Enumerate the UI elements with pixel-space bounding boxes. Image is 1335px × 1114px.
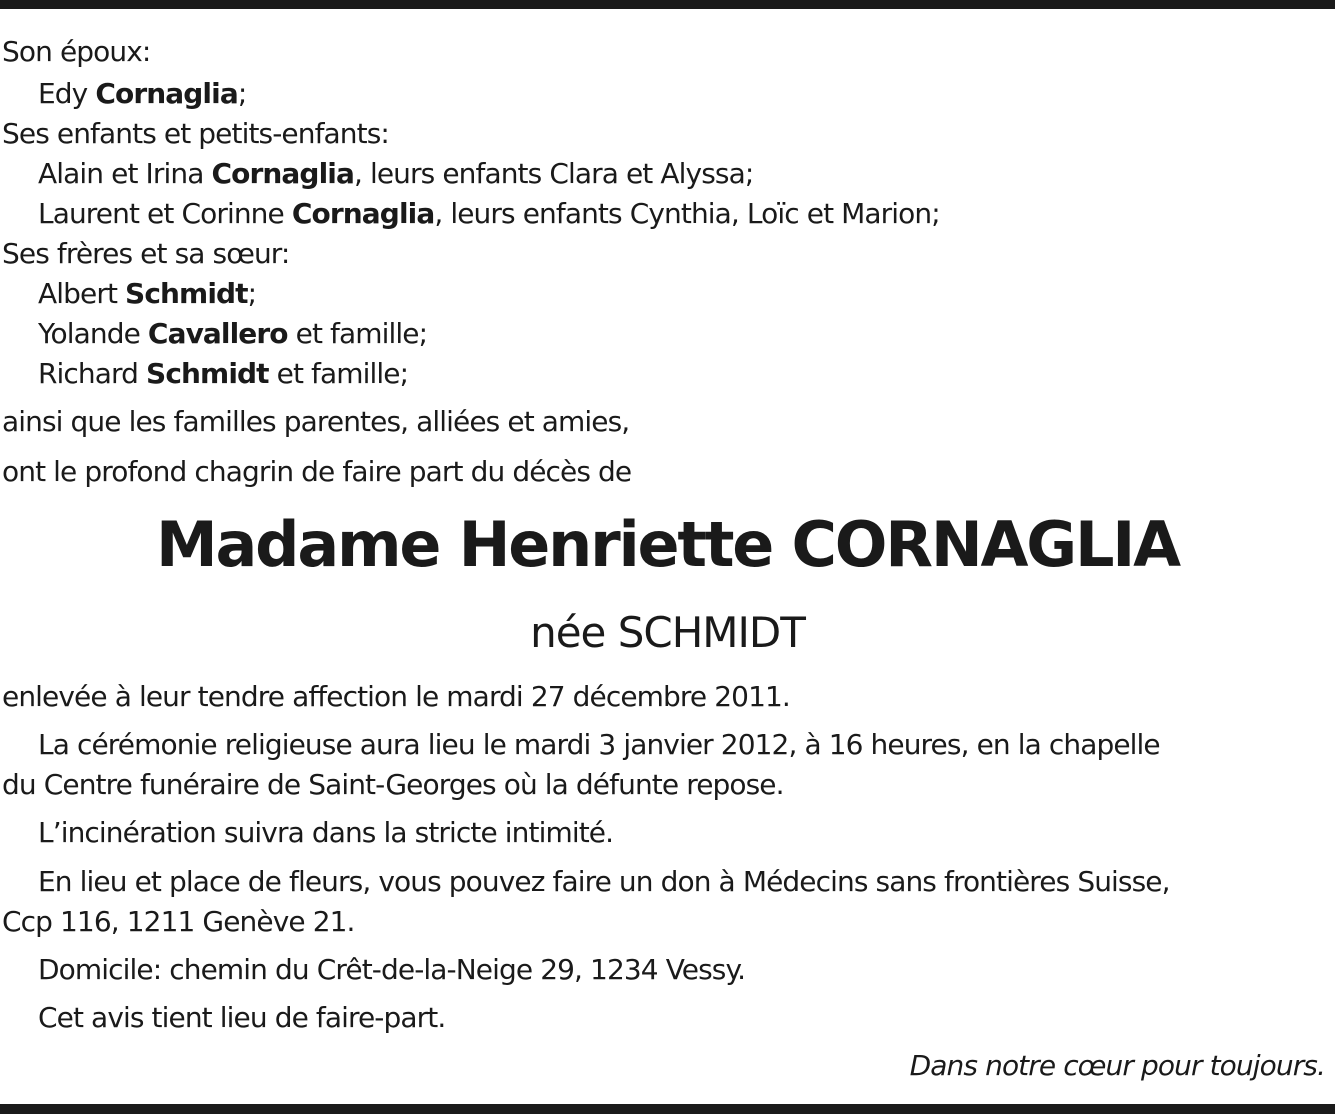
notice-text: Cet avis tient lieu de faire-part. [38,1001,446,1034]
child-first: Laurent et Corinne [38,197,284,230]
donation-text-continued: Ccp 116, 1211 Genève 21. [2,905,355,938]
closing-phrase: Dans notre cœur pour toujours. [909,1049,1325,1082]
sibling-first: Albert [38,277,118,310]
donation-text: En lieu et place de fleurs, vous pouvez faire un don à Médecins sans frontières Suisse, [38,865,1170,898]
passing-text: enlevée à leur tendre affection le mardi 27 décembre 2011. [2,680,790,713]
announcement: ont le profond chagrin de faire part du décès de [2,455,632,488]
child-line-1 [38,154,753,194]
top-rule [0,0,1335,9]
child-first: Alain et Irina [38,157,204,190]
spouse-heading: Son époux: [2,35,151,68]
sibling-suffix: et famille; [268,357,409,390]
bottom-rule [0,1104,1335,1114]
sibling-suffix: et famille; [287,317,428,350]
child-last: Cornaglia [211,157,354,190]
cremation-text: L’incinération suivra dans la stricte intimité. [38,816,614,849]
spouse-first: Edy [38,77,88,110]
child-suffix: , leurs enfants Cynthia, Loïc et Marion; [434,197,940,230]
ceremony-text: La cérémonie religieuse aura lieu le mardi 3 janvier 2012, à 16 heures, en la chapelle [38,728,1160,761]
child-last: Cornaglia [291,197,435,230]
child-line-2 [38,194,940,234]
sibling-suffix: ; [247,277,257,310]
other-families: ainsi que les familles parentes, alliées et amies, [2,405,630,438]
spouse-last: Cornaglia [95,77,238,110]
siblings-heading: Ses frères et sa sœur: [2,237,290,270]
maiden-name: née SCHMIDT [530,608,805,657]
children-heading: Ses enfants et petits-enfants: [2,117,389,150]
deceased-name: Madame Henriette CORNAGLIA [156,508,1179,581]
ceremony-text-continued: du Centre funéraire de Saint-Georges où la défunte repose. [2,768,784,801]
sibling-last: Cavallero [147,317,288,350]
spouse-suffix: ; [237,77,247,110]
spouse-line [38,74,246,114]
sibling-first: Richard [38,357,139,390]
sibling-line-2 [38,314,427,354]
sibling-line-3 [38,354,408,394]
child-suffix: , leurs enfants Clara et Alyssa; [353,157,754,190]
sibling-last: Schmidt [125,277,248,310]
sibling-line-1 [38,274,256,314]
address-text: Domicile: chemin du Crêt-de-la-Neige 29, 1234 Vessy. [38,953,746,986]
sibling-last: Schmidt [146,357,269,390]
sibling-first: Yolande [38,317,140,350]
